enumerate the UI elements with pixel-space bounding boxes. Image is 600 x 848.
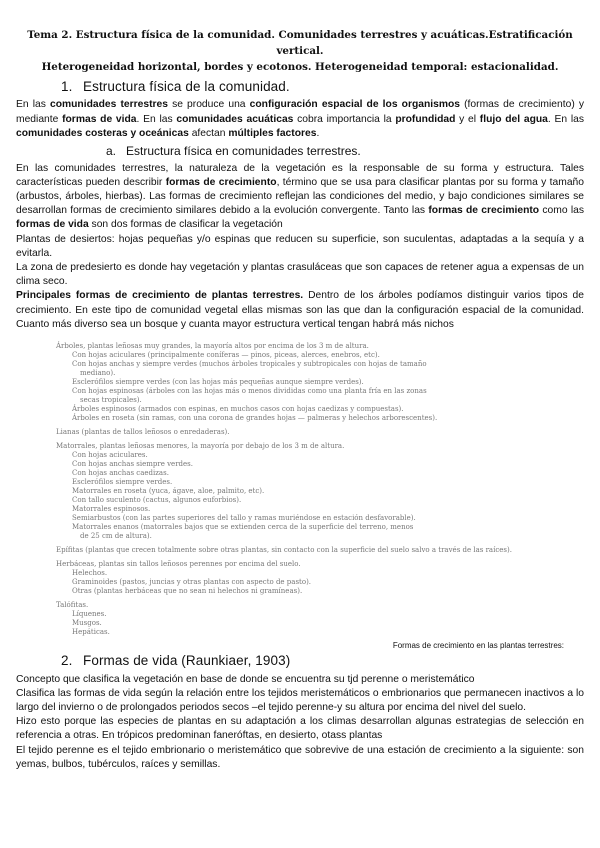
subsection-a-heading: [106, 143, 584, 160]
scanned-table-line: Con hojas aciculares (principalmente coníferas — pinos, piceas, alerces, enebros, etc).: [72, 351, 380, 360]
bold-run: comunidades terrestres: [49, 99, 168, 111]
text-run: se produce una: [167, 99, 250, 111]
scanned-table-line: Con tallo suculento (cactus, algunos euforbios).: [72, 496, 242, 505]
scanned-table-line: Esclerófilos siempre verdes.: [72, 478, 173, 487]
section-2: [16, 650, 584, 772]
scanned-table-line: Matorrales enanos (matorrales bajos que se extienden cerca de la superficie del terreno, menos: [72, 523, 414, 532]
scanned-table-line: Con hojas anchas siempre verdes.: [72, 460, 193, 469]
section-2-number: 2.: [61, 653, 73, 668]
document-title: [16, 28, 584, 76]
scanned-table-line: Árboles espinosos (armados con espinas, en muchos casos con hojas caedizas y compuestas).: [72, 405, 404, 414]
text-run: afectan: [188, 127, 229, 139]
scanned-table-line: Con hojas espinosas (árboles con las hojas más o menos divididas como una planta fría en las zonas: [72, 387, 427, 396]
bold-run: configuración espacial de los organismos: [249, 99, 461, 111]
section-1-number: 1.: [61, 78, 73, 94]
text-run: En las: [16, 99, 50, 111]
text-run: , término que se usa para clasificar plantas por su forma y tamaño (arbustos, árboles, hierbas). Las formas de crecimiento reflejan las condiciones del medio, y bajo condiciones similares se desarrollan formas de crecimiento similares debido a la evolución convergente. Tanto las: [16, 176, 585, 217]
text-run: (formas de crecimiento) y mediante: [16, 99, 585, 125]
figure-caption: Formas de crecimiento en las plantas terrestres:: [392, 641, 564, 650]
scanned-table-line: Con hojas anchas caedizas.: [72, 469, 169, 478]
scanned-table-line: de 25 cm de altura).: [80, 532, 152, 541]
text-run: son dos formas de clasificar la vegetación: [88, 219, 283, 231]
text-run: . En las: [136, 113, 177, 125]
bold-run: formas de vida: [16, 219, 89, 231]
bold-run: Principales formas de crecimiento de plantas terrestres.: [16, 290, 304, 302]
scanned-table-line: Matorrales, plantas leñosas menores, la mayoría por debajo de los 3 m de altura.: [56, 442, 345, 451]
bold-run: comunidades costeras y oceánicas: [16, 127, 189, 139]
section-2-paragraph-4: El tejido perenne es el tejido embrionario o meristemático que sobrevive de una estación de crecimiento a la siguiente: son yemas, bulbos, tubérculos, raíces y semillas.: [16, 744, 584, 770]
scanned-table-line: Árboles en roseta (sin ramas, con una corona de grandes hojas — palmeras y helechos arborescentes).: [72, 414, 438, 423]
text-run: como las: [539, 205, 584, 217]
scanned-table-line: Matorrales espinosos.: [72, 505, 151, 514]
scanned-table-line: Con hojas anchas y siempre verdes (muchos árboles tropicales y subtropicales con hojas de tamaño: [72, 360, 427, 369]
scanned-growth-forms-table: [56, 342, 512, 647]
scanned-table-line: Esclerófilos siempre verdes (con las hojas más pequeñas aunque siempre verdes).: [72, 378, 364, 387]
title-line-2: Heterogeneidad horizontal, bordes y ecotonos. Heterogeneidad temporal: estacionalidad.: [41, 60, 559, 73]
text-run: cobra importancia la: [293, 113, 396, 125]
scanned-table-line: Epífitas (plantas que crecen totalmente sobre otras plantas, sin contacto con la superficie del suelo salvo a través de las raíces).: [56, 546, 512, 555]
text-run: En las comunidades terrestres, la naturaleza de la vegetación es la responsable de su forma y estructura. Tales características pueden describir: [16, 162, 584, 188]
subsection-a-letter: a.: [106, 144, 117, 159]
scanned-table-line: Graminoides (pastos, juncias y otras plantas con aspecto de pasto).: [72, 578, 312, 587]
section-1-paragraph-5: [16, 289, 584, 332]
text-run: . En las: [547, 113, 584, 125]
scanned-table-line: Líquenes.: [72, 610, 107, 619]
scanned-table-line: secas tropicales).: [80, 396, 142, 405]
text-run: y el: [455, 113, 480, 125]
section-1-paragraph-3: Plantas de desiertos: hojas pequeñas y/o espinas que reducen su superficie, son suculentas, adaptadas a la sequía y a evitarla.: [16, 233, 584, 259]
scanned-table-line: Árboles, plantas leñosas muy grandes, la mayoría altos por encima de los 3 m de altura.: [56, 342, 369, 351]
bold-run: comunidades acuáticas: [176, 113, 294, 125]
bold-run: formas de crecimiento: [428, 205, 540, 217]
section-2-paragraph-1: Concepto que clasifica la vegetación en base de donde se encuentra su tjd perenne o meristemático: [16, 673, 475, 685]
scanned-table-line: Otras (plantas herbáceas que no sean ni helechos ni gramíneas).: [72, 587, 303, 596]
subsection-a-heading-text: Estructura física en comunidades terrestres.: [126, 144, 361, 159]
bold-run: formas de vida: [62, 113, 137, 125]
text-run: .: [316, 127, 320, 139]
bold-run: múltiples factores: [228, 127, 317, 139]
section-1-paragraph-2: [16, 162, 584, 233]
scanned-table-line: mediano).: [80, 369, 116, 378]
title-line-1: Tema 2. Estructura física de la comunidad. Comunidades terrestres y acuáticas.Estratificación vertical.: [27, 29, 573, 57]
scanned-table-line: Matorrales en roseta (yuca, ágave, aloe, palmito, etc).: [72, 487, 265, 496]
scanned-table-line: Talófitas.: [56, 601, 89, 610]
section-1-heading-text: Estructura física de la comunidad.: [83, 78, 290, 94]
scanned-table-line: Hepáticas.: [72, 628, 110, 637]
bold-run: profundidad: [395, 113, 456, 125]
section-1-heading: [61, 78, 584, 97]
section-2-paragraph-3: Hizo esto porque las especies de plantas en su adaptación a los climas desarrollan algunas estrategias de selección en referencia a otras. En trópicos predominan faneróftas, en desierto, otass plantas: [16, 716, 584, 742]
bold-run: flujo del agua: [479, 113, 548, 125]
scanned-table-line: Lianas (plantas de tallos leñosos o enredaderas).: [56, 428, 230, 437]
scanned-table-line: Herbáceas, plantas sin tallos leñosos perennes por encima del suelo.: [56, 560, 301, 569]
section-2-paragraph-2: Clasifica las formas de vida según la relación entre los tejidos meristemáticos o embrionarios que permanecen inactivos a lo largo del invierno o de prolongados periodos secos –el tejido perenne-y su altura por encima del nivel del suelo.: [16, 687, 584, 714]
scanned-table-line: Musgos.: [72, 619, 102, 628]
bold-run: formas de crecimiento: [165, 176, 277, 188]
section-2-heading: [61, 652, 584, 671]
section-1-paragraph-4: La zona de predesierto es donde hay vegetación y plantas crasuláceas que son capaces de retener agua a expensas de un clima seco.: [16, 262, 584, 288]
scanned-table-line: Semiarbustos (con las partes superiores del tallo y ramas muriéndose en estación desfavorable).: [72, 514, 416, 523]
scanned-table-line: Helechos.: [72, 569, 108, 578]
text-run: Dentro de los árboles podíamos distinguir varios tipos de crecimiento. En este tipo de comunidad vegetal ellas mismas son las que dan la configuración espacial de la comunidad. Cuanto más diverso sea un bosque y cuanta mayor estructura vertical tengan habrá más nichos: [16, 290, 585, 330]
section-1-paragraph-1: [16, 98, 584, 141]
section-2-heading-text: Formas de vida (Raunkiaer, 1903): [83, 653, 291, 668]
scanned-table-line: Con hojas aciculares.: [72, 451, 148, 460]
